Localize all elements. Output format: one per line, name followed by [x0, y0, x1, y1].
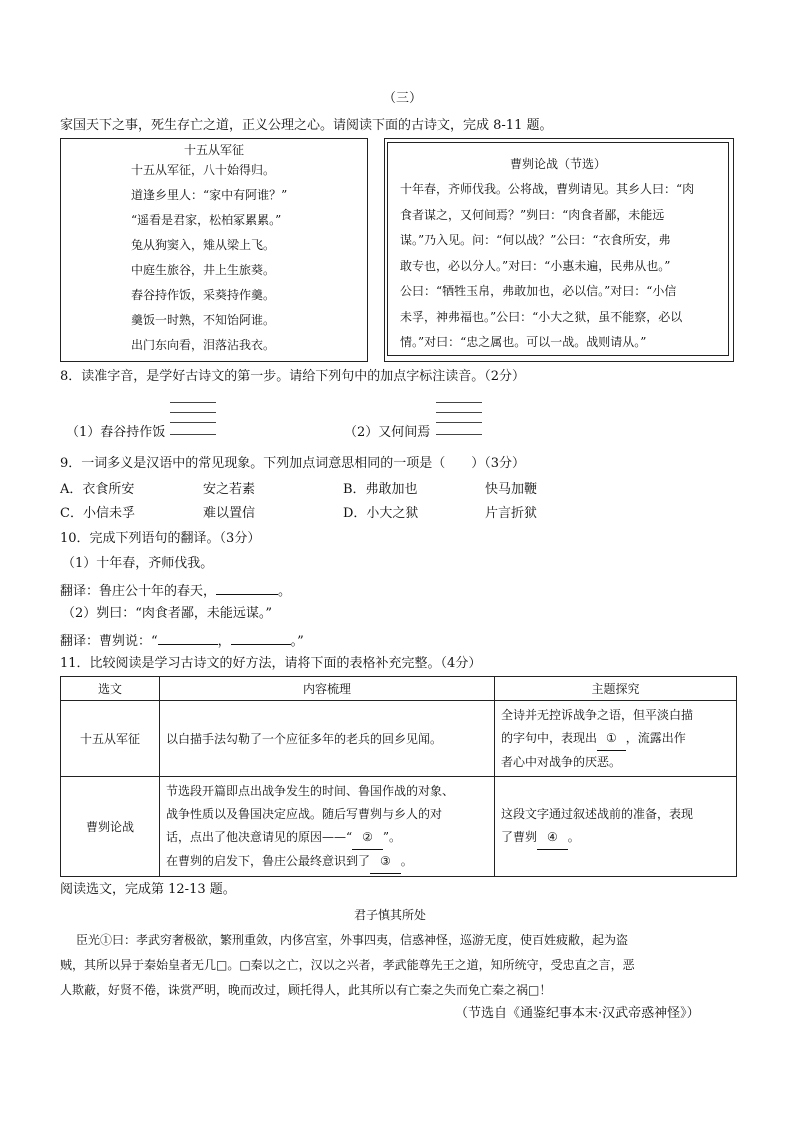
q9-option-c-compare: 难以置信	[203, 506, 256, 521]
blank-1[interactable]: ①	[597, 727, 626, 751]
q9-stem: 9．一词多义是汉语中的常见现象。下列加点词意思相同的一项是（ ）（3分）	[60, 456, 526, 471]
poem-lines	[61, 158, 367, 358]
q10-sentence-2: （2）刿曰：“肉食者鄙，未能远谋。”	[62, 606, 273, 621]
passage-line-1: 臣光①曰：孝武穷奢极欲，繁刑重敛，内侈宫室，外事四夷，信惑神怪，巡游无度，使百姓疲敝，起为盗	[76, 933, 629, 947]
q8-pinyin-line-1a[interactable]	[170, 402, 216, 403]
q10-translation-1	[60, 580, 291, 601]
row2-theme-text: 了曹刿	[501, 830, 538, 844]
row1-content: 以白描手法勾勒了一个应征多年的老兵的回乡见闻。	[160, 701, 495, 777]
reading-passage	[60, 928, 635, 1003]
row1-theme-text-2: ，流露出作	[625, 730, 686, 745]
poem-line: 十五从军征，八十始得归。	[131, 163, 276, 177]
q9-option-b-compare: 快马加鞭	[485, 482, 538, 497]
q10-translation-2	[60, 630, 304, 651]
q10-blank-1[interactable]	[216, 580, 278, 595]
q9-option-a[interactable]: A．衣食所安	[60, 482, 135, 497]
row2-content-text-3: 在曹刿的启发下，鲁庄公最终意识到了	[166, 853, 371, 868]
header-selection: 选文	[61, 677, 160, 701]
blank-2[interactable]: ②	[352, 826, 383, 850]
q8-pinyin-line-2a[interactable]	[436, 402, 482, 403]
prose-line: 食者谋之，又何间焉？”刿曰：“肉食者鄙，未能远	[400, 207, 665, 222]
q10-translation-2-prefix: 翻译：曹刿说：“	[60, 634, 158, 649]
row2-theme-line-1: 这段文字通过叙述战前的准备，表现	[501, 807, 694, 821]
prose-title: 曹刿论战（节选）	[509, 157, 606, 171]
row2-content-line-3	[166, 826, 488, 850]
q10-translation-2-suffix: 。”	[290, 634, 304, 649]
header-content: 内容梳理	[160, 677, 495, 701]
q10-translation-1-prefix: 翻译：鲁庄公十年的春天，	[60, 584, 217, 599]
q10-blank-3[interactable]	[231, 630, 291, 645]
intro-text: 家国天下之事，死生存亡之道，正义公理之心。请阅读下面的古诗文，完成 8-11 题。	[60, 118, 553, 133]
row2-content-text-4: 。	[400, 853, 413, 868]
row1-theme-line-2	[501, 727, 730, 751]
row1-theme	[495, 701, 737, 777]
q10-translation-2-comma: ，	[217, 634, 231, 649]
q9-option-c[interactable]: C．小信未孚	[60, 506, 135, 521]
q8-pinyin-line-1c[interactable]	[170, 422, 216, 423]
blank-3[interactable]: ③	[370, 850, 401, 874]
header-theme: 主题探究	[495, 677, 737, 701]
row2-content-line-4	[166, 850, 488, 874]
row2-theme-line-2	[501, 826, 730, 850]
reading-source: （节选自《通鉴纪事本末·汉武帝惑神怪》）	[455, 1006, 700, 1021]
row2-content-text: 话，点出了他决意请见的原因——“	[166, 829, 353, 844]
q9-option-d-compare: 片言折狱	[485, 506, 538, 521]
q8-item-1: （1）舂谷持作饭	[66, 425, 166, 440]
row2-theme	[495, 777, 737, 877]
q8-pinyin-line-1b[interactable]	[170, 412, 216, 413]
q8-item-2: （2）又何间焉	[344, 425, 431, 440]
row1-theme-line-3: 者心中对战争的厌恶。	[501, 754, 622, 769]
prose-inner-frame	[387, 142, 729, 356]
row1-title: 十五从军征	[61, 701, 160, 777]
poem-box	[60, 138, 368, 362]
row2-content-line-1: 节选段开篇即点出战争发生的时间、鲁国作战的对象、	[166, 783, 455, 798]
poem-line: 出门东向看，泪落沾我衣。	[131, 338, 276, 352]
row2-theme-text-2: 。	[567, 830, 580, 844]
prose-box	[384, 138, 734, 362]
row2-content-line-2: 战争性质以及鲁国决定应战。随后写曹刿与乡人的对	[166, 806, 443, 821]
table-row	[61, 701, 737, 777]
q10-sentence-1: （1）十年春，齐师伐我。	[62, 556, 214, 571]
section-title: （三）	[383, 91, 423, 106]
table-header-row	[61, 677, 737, 701]
prose-line: 情。”对曰：“忠之属也。可以一战。战则请从。”	[400, 335, 647, 349]
q11-stem: 11．比较阅读是学习古诗文的好方法，请将下面的表格补充完整。（4分）	[60, 656, 482, 671]
row1-theme-line-1: 全诗并无控诉战争之语，但平淡白描	[501, 707, 694, 722]
row1-theme-text: 的字句中，表现出	[501, 730, 598, 745]
prose-line: 十年春，齐师伐我。公将战，曹刿请见。其乡人曰：“肉	[400, 182, 695, 196]
q10-translation-1-suffix: 。	[278, 584, 292, 599]
q8-pinyin-line-2d[interactable]	[436, 434, 482, 435]
poem-line: “遥看是君家，松柏冢累累。”	[131, 213, 282, 227]
prose-line: 谋。”乃入见。问：“何以战？”公曰：“衣食所安，弗	[400, 233, 671, 247]
q9-option-a-compare: 安之若素	[203, 482, 256, 497]
row2-title: 曹刿论战	[61, 777, 160, 877]
q8-stem: 8．读准字音，是学好古诗文的第一步。请给下列句中的加点字标注读音。（2分）	[60, 369, 526, 384]
poem-title: 十五从军征	[183, 143, 244, 157]
poem-line: 道逢乡里人：“家中有阿谁？”	[131, 188, 288, 202]
prose-line: 敢专也，必以分人。”对曰：“小惠未遍，民弗从也。”	[400, 258, 671, 273]
table-row	[61, 777, 737, 877]
reading-title: 君子慎其所处	[354, 908, 427, 922]
prose-line: 公曰：“牺牲玉帛，弗敢加也，必以信。”对曰：“小信	[400, 284, 677, 298]
row2-content	[160, 777, 495, 877]
prose-lines	[400, 177, 726, 356]
q8-pinyin-line-2c[interactable]	[436, 422, 482, 423]
poem-line: 兔从狗窦入，雉从梁上飞。	[131, 238, 276, 252]
poem-line: 舂谷持作饭，采葵持作羹。	[131, 288, 276, 302]
q9-option-b[interactable]: B．弗敢加也	[343, 482, 418, 497]
blank-4[interactable]: ④	[537, 826, 568, 850]
q10-blank-2[interactable]	[158, 630, 218, 645]
q10-stem: 10．完成下列语句的翻译。（3分）	[60, 531, 261, 546]
reading-instruction: 阅读选文，完成第 12-13 题。	[60, 882, 236, 897]
prose-line: 未孚，神弗福也。”公曰：“小大之狱，虽不能察，必以	[400, 309, 683, 324]
q9-option-d[interactable]: D．小大之狱	[343, 506, 419, 521]
poem-line: 羹饭一时熟，不知饴阿谁。	[131, 313, 276, 327]
passage-line-3: 人欺蔽，好贤不倦，诛赏严明，晚而改过，顾托得人，此其所以有亡秦之失而免亡秦之祸□！	[60, 983, 552, 997]
comparison-table	[60, 676, 737, 877]
q8-pinyin-line-2b[interactable]	[436, 412, 482, 413]
q8-pinyin-line-1d[interactable]	[170, 434, 216, 435]
row2-content-text-2: ”。	[382, 829, 402, 844]
poem-line: 中庭生旅谷，井上生旅葵。	[131, 263, 276, 277]
passage-line-2: 贼，其所以异于秦始皇者无几□。□秦以之亡，汉以之兴者，孝武能尊先王之道，知所统守，受忠直之言，恶	[60, 958, 635, 972]
